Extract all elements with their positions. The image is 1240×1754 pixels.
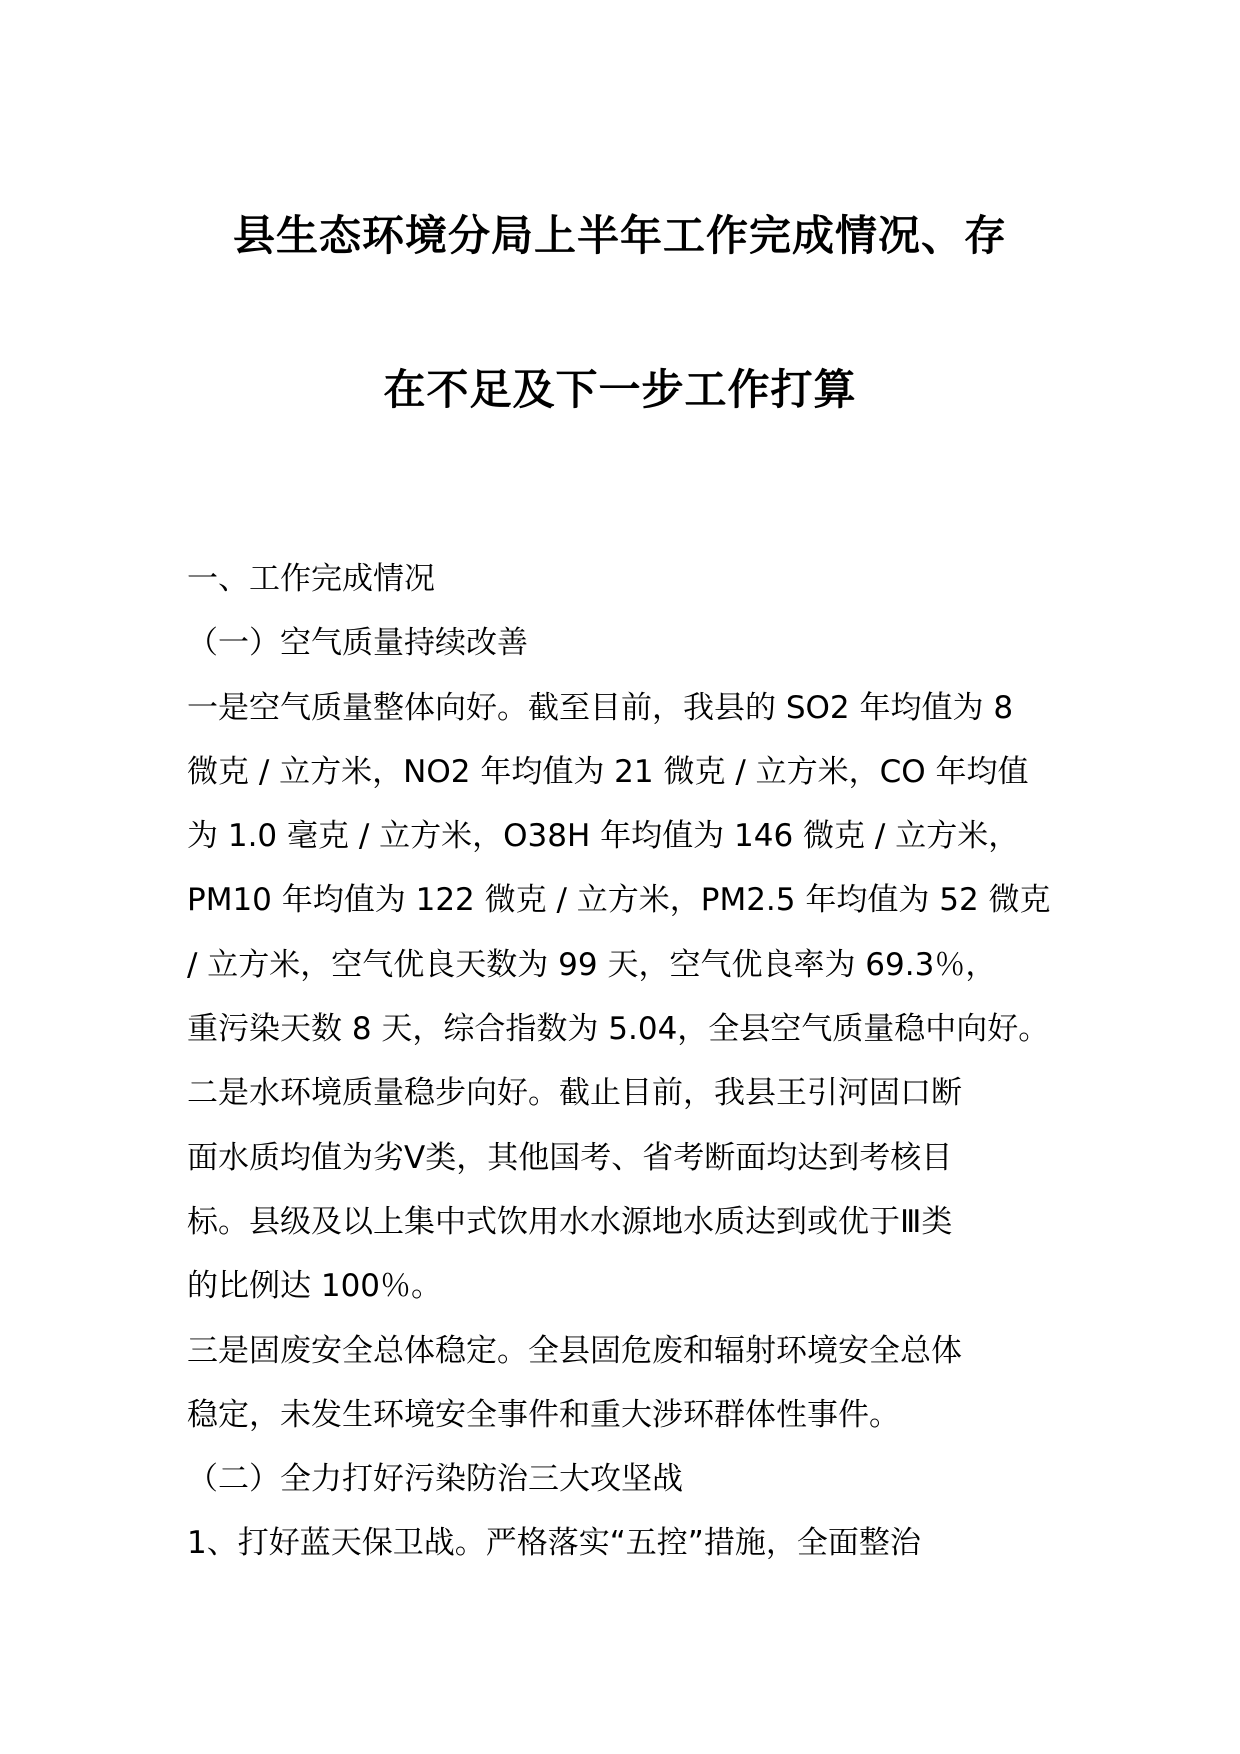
subsection-heading: （二）全力打好污染防治三大攻坚战	[187, 1461, 683, 1498]
paragraph-line: 1、打好蓝天保卫战。严格落实“五控”措施，全面整治	[187, 1525, 921, 1562]
paragraph-line: 标。县级及以上集中式饮用水水源地水质达到或优于Ⅲ类	[187, 1203, 953, 1240]
section-heading: 一、工作完成情况	[187, 561, 435, 597]
paragraph-line: 重污染天数 8 天，综合指数为 5.04，全县空气质量稳中向好。	[187, 1011, 1050, 1048]
document-title-line-1: 县生态环境分局上半年工作完成情况、存	[232, 211, 1007, 260]
paragraph-line: / 立方米，空气优良天数为 99 天，空气优良率为 69.3％，	[187, 946, 997, 983]
paragraph-line: 一是空气质量整体向好。截至目前，我县的 SO2 年均值为 8	[187, 689, 1014, 726]
paragraph-line: 微克 / 立方米，NO2 年均值为 21 微克 / 立方米，CO 年均值	[187, 753, 1029, 790]
paragraph-line: 三是固废安全总体稳定。全县固危废和辐射环境安全总体	[187, 1332, 962, 1369]
paragraph-line: 面水质均值为劣Ⅴ类，其他国考、省考断面均达到考核目	[187, 1139, 953, 1176]
paragraph-line: PM10 年均值为 122 微克 / 立方米，PM2.5 年均值为 52 微克	[187, 882, 1051, 919]
subsection-heading: （一）空气质量持续改善	[187, 625, 528, 662]
paragraph-line: 二是水环境质量稳步向好。截止目前，我县王引河固口断	[187, 1075, 962, 1112]
paragraph-line: 为 1.0 毫克 / 立方米，O38H 年均值为 146 微克 / 立方米，	[187, 818, 1020, 855]
document-body	[187, 547, 1087, 1576]
paragraph-line: 的比例达 100％。	[187, 1268, 443, 1305]
document-title-line-2: 在不足及下一步工作打算	[383, 365, 857, 414]
paragraph-line: 稳定，未发生环境安全事件和重大涉环群体性事件。	[187, 1396, 900, 1433]
